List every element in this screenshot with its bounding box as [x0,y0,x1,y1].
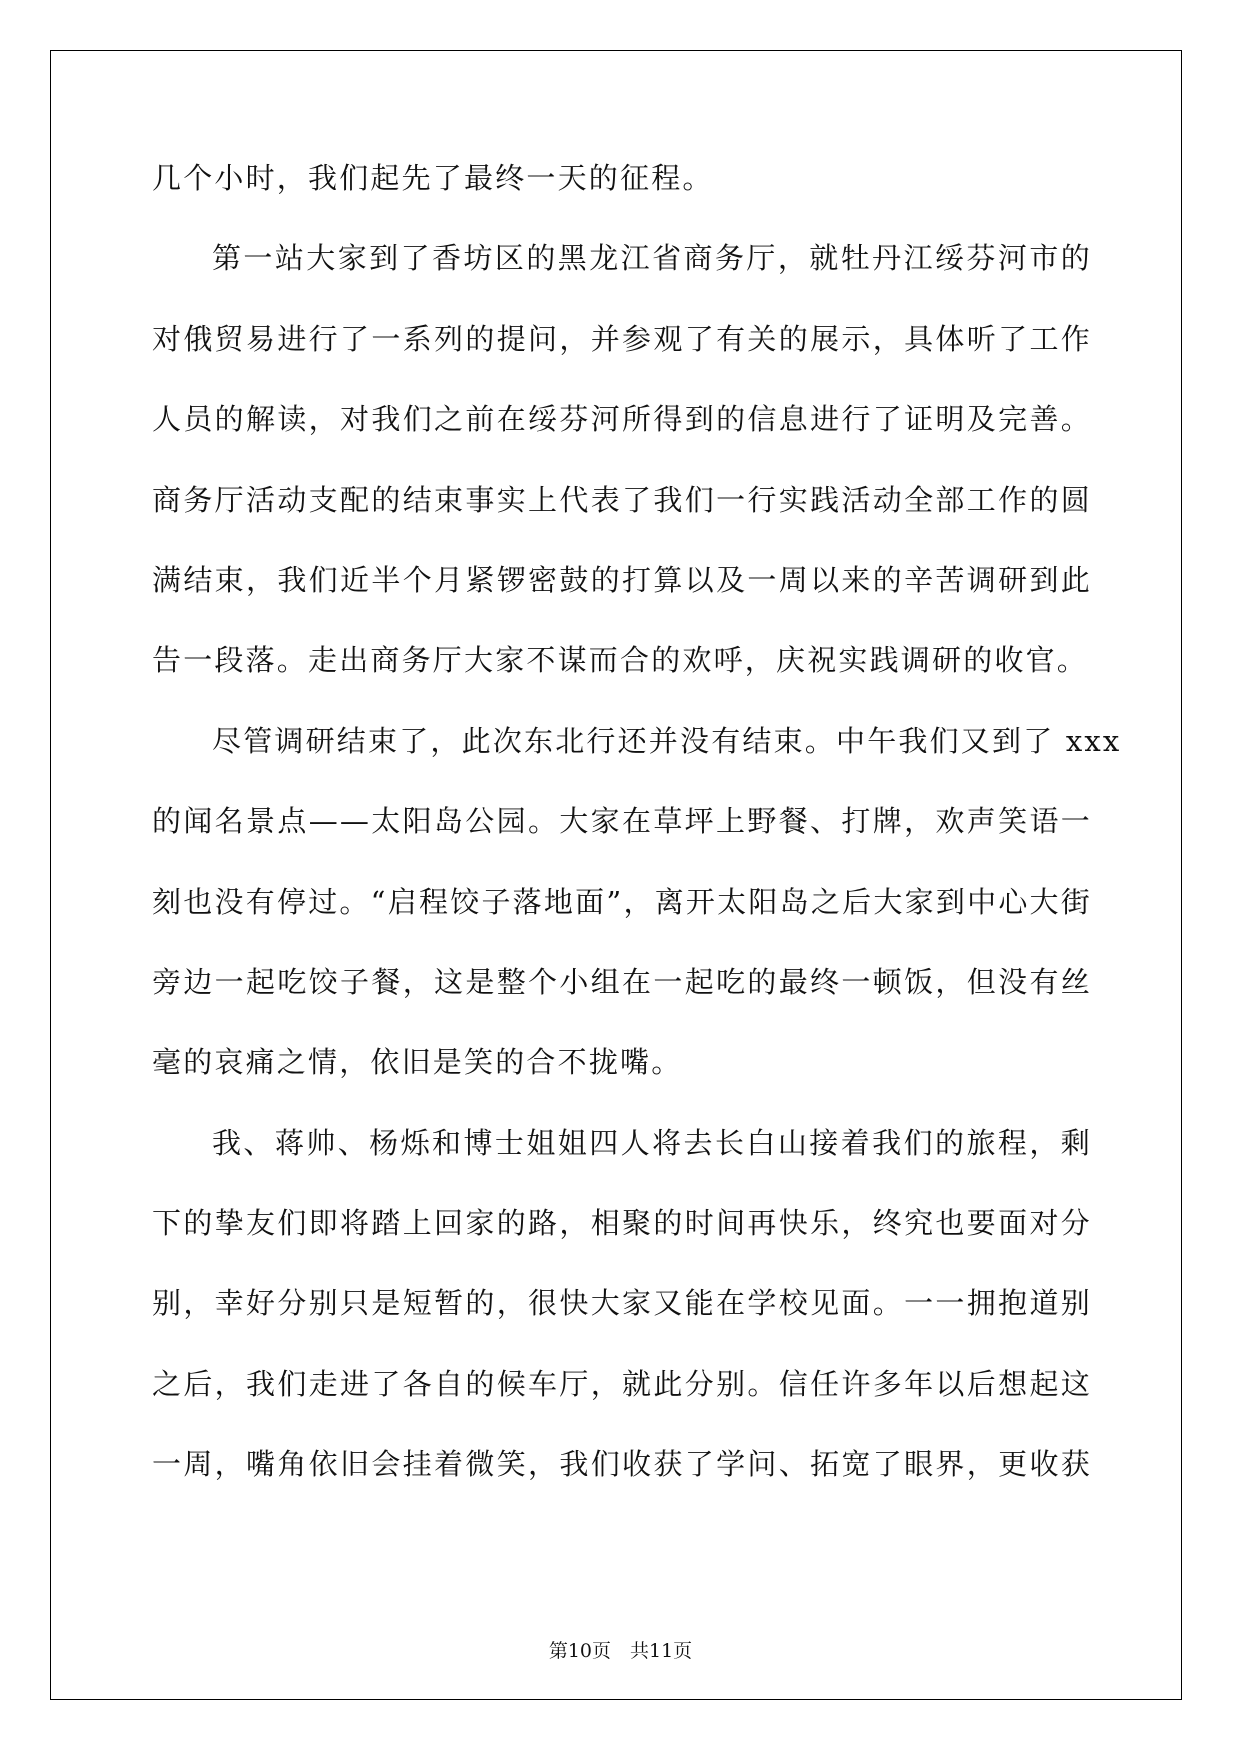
text-line: 我、蒋帅、杨烁和博士姐姐四人将去长白山接着我们的旅程，剩 [212,1125,1092,1160]
text-line: 的闻名景点——太阳岛公园。大家在草坪上野餐、打牌，欢声笑语一 [152,804,1092,839]
text-line: 别，幸好分别只是短暂的，很快大家又能在学校见面。一一拥抱道别 [152,1286,1092,1321]
text-line: 告一段落。走出商务厅大家不谋而合的欢呼，庆祝实践调研的收官。 [152,643,1089,678]
text-line: 一周，嘴角依旧会挂着微笑，我们收获了学问、拓宽了眼界，更收获 [152,1447,1092,1482]
text-line: 满结束，我们近半个月紧锣密鼓的打算以及一周以来的辛苦调研到此 [152,562,1092,597]
text-line: 下的挚友们即将踏上回家的路，相聚的时间再快乐，终究也要面对分 [152,1206,1092,1241]
text-line: 第一站大家到了香坊区的黑龙江省商务厅，就牡丹江绥芬河市的 [212,241,1092,276]
text-line: 人员的解读，对我们之前在绥芬河所得到的信息进行了证明及完善。 [152,402,1092,437]
page-footer: 第10页 共11页 [548,1640,693,1662]
text-line: 尽管调研结束了，此次东北行还并没有结束。中午我们又到了 xxx [212,723,1122,758]
text-line: 几个小时，我们起先了最终一天的征程。 [152,161,714,195]
text-line: 之后，我们走进了各自的候车厅，就此分别。信任许多年以后想起这 [152,1366,1092,1401]
text-line: 旁边一起吃饺子餐，这是整个小组在一起吃的最终一顿饭，但没有丝 [152,964,1092,999]
document-body [152,160,1122,1527]
text-line: 对俄贸易进行了一系列的提问，并参观了有关的展示，具体听了工作 [152,321,1092,356]
text-line: 商务厅活动支配的结束事实上代表了我们一行实践活动全部工作的圆 [152,482,1092,517]
text-line: 刻也没有停过。“启程饺子落地面”，离开太阳岛之后大家到中心大街 [152,884,1092,919]
text-line: 毫的哀痛之情，依旧是笑的合不拢嘴。 [152,1045,683,1080]
